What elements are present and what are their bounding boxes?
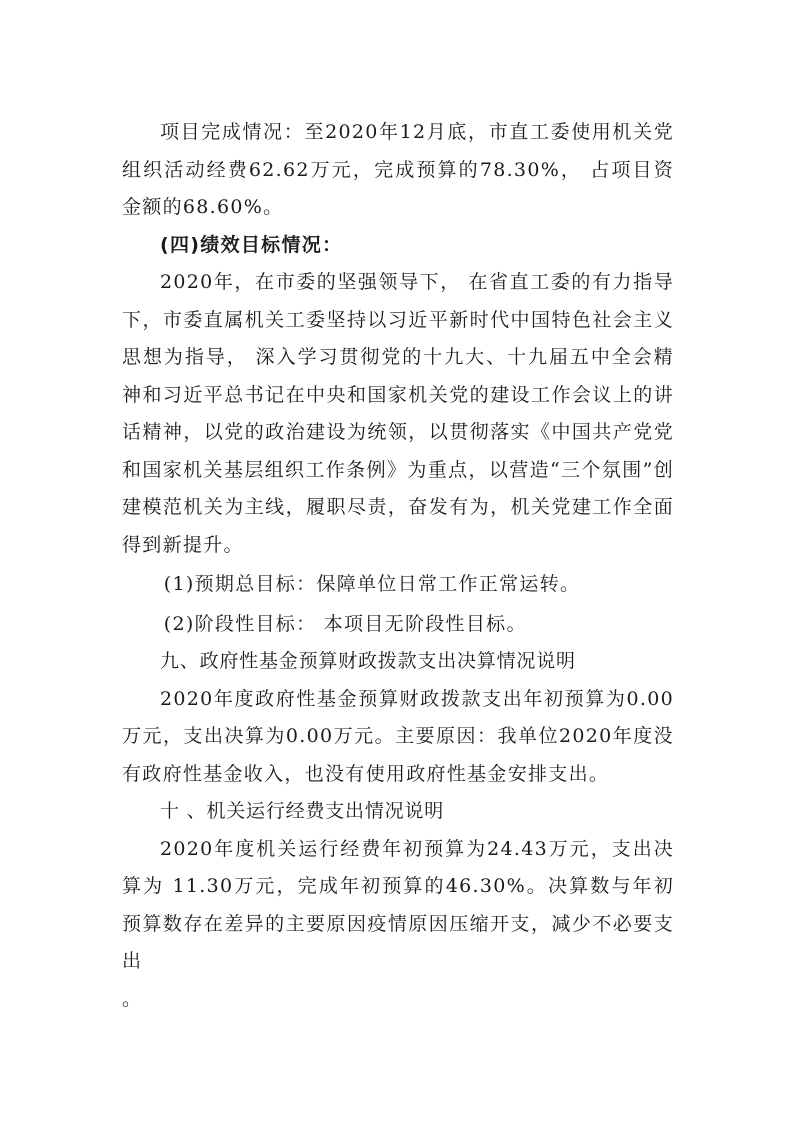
performance-goal-heading: (四)绩效目标情况： [160, 233, 343, 256]
trailing-period: 。 [122, 987, 143, 1010]
project-completion-paragraph: 项目完成情况：至2020年12月底，市直工委使用机关党组织活动经费62.62万元，完成预算的78.30%， 占项目资金额的68.60%。 [122, 121, 674, 218]
document-body [122, 114, 674, 1018]
operating-expense-paragraph: 2020年度机关运行经费年初预算为24.43万元，支出决算为 11.30万元，完成年初预算的46.30%。决算数与年初预算数存在差异的主要原因疫情原因压缩开支，减少不必要支出 [122, 837, 674, 972]
government-fund-paragraph: 2020年度政府性基金预算财政拨款支出年初预算为0.00万元，支出决算为0.00万元。主要原因：我单位2020年度没有政府性基金收入，也没有使用政府性基金安排支出。 [122, 687, 674, 785]
section-ten-heading: 十 、机关运行经费支出情况说明 [160, 800, 445, 822]
overall-goal-item: (1)预期总目标：保障单位日常工作正常运转。 [163, 573, 581, 595]
section-nine-heading: 九、政府性基金预算财政拨款支出决算情况说明 [160, 650, 576, 672]
performance-summary-paragraph: 2020年，在市委的坚强领导下， 在省直工委的有力指导下，市委直属机关工委坚持以习近平新时代中国特色社会主义思想为指导， 深入学习贯彻党的十九大、十九届五中全会精神和习近平总书记在中央和国家机关党的建设工作会议上的讲话精神，以党的政治建设为统领，以贯彻落实《中国共产党党和国家机关基层组织工作条例》为重点，以营造“三个氛围”创建模范机关为主线，履职尽责，奋发有为，机关党建工作全面得到新提升。 [122, 271, 674, 556]
stage-goal-item: (2)阶段性目标： 本项目无阶段性目标。 [163, 612, 527, 635]
